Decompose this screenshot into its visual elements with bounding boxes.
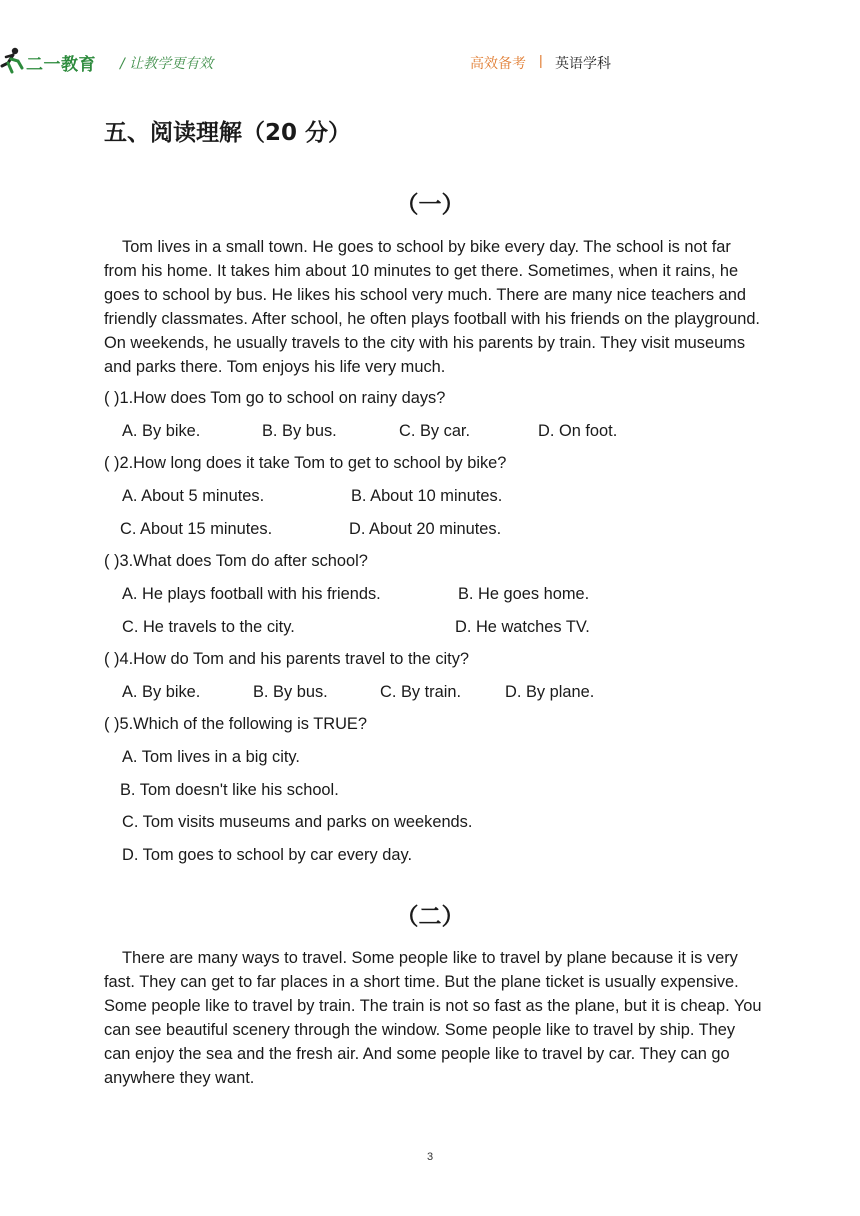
question-5-option-a: A. Tom lives in a big city. (122, 748, 300, 766)
question-5-stem: ( )5.Which of the following is TRUE? (104, 715, 367, 733)
section-title: 五、阅读理解（20 分） (104, 120, 352, 146)
question-2-option-a: A. About 5 minutes. (122, 487, 265, 505)
header-slogan: / 让教学更有效 (120, 56, 214, 72)
question-3-option-a: A. He plays football with his friends. (122, 585, 381, 603)
runner-logo-icon (0, 46, 26, 76)
question-1-stem: ( )1.How does Tom go to school on rainy days? (104, 389, 446, 407)
question-1-option-b: B. By bus. (262, 422, 337, 440)
question-3-option-c: C. He travels to the city. (122, 618, 295, 636)
question-4-option-d: D. By plane. (505, 683, 595, 701)
question-4-option-b: B. By bus. (253, 683, 328, 701)
part1-title: （一） (395, 192, 465, 218)
part2-passage: There are many ways to travel. Some people like to travel by plane because it is very fast. They can get to far places in a short time. But the plane ticket is usually expensive. Some people like to travel by train. The train is not so fast as the plane, but it is cheap. You can see beautiful scenery through the window. Some people like to travel by ship. They can enjoy the sea and the fresh air. And some people like to travel by car. They can go anywhere they want. (104, 949, 762, 1087)
question-3-option-d: D. He watches TV. (455, 618, 590, 636)
question-3-stem: ( )3.What does Tom do after school? (104, 552, 368, 570)
header-prep-label: 高效备考 (470, 56, 526, 72)
question-4-stem: ( )4.How do Tom and his parents travel to the city? (104, 650, 470, 668)
question-4-option-c: C. By train. (380, 683, 462, 701)
question-4-option-a: A. By bike. (122, 683, 201, 701)
question-3-option-b: B. He goes home. (458, 585, 590, 603)
brand-logo (0, 44, 100, 78)
question-1-option-c: C. By car. (399, 422, 471, 440)
question-2-option-c: C. About 15 minutes. (120, 520, 273, 538)
header-subject: 英语学科 (555, 56, 611, 72)
question-2-stem: ( )2.How long does it take Tom to get to school by bike? (104, 454, 507, 472)
question-5-option-d: D. Tom goes to school by car every day. (122, 846, 413, 864)
question-5-option-c: C. Tom visits museums and parks on weekends. (122, 813, 473, 831)
question-5-option-b: B. Tom doesn't like his school. (120, 781, 339, 799)
page-number: 3 (426, 1151, 434, 1163)
question-1-option-d: D. On foot. (538, 422, 618, 440)
logo-text: 二一教育 (26, 55, 96, 75)
question-2-option-d: D. About 20 minutes. (349, 520, 502, 538)
part2-title: （二） (395, 904, 465, 930)
header-separator: | (539, 52, 543, 68)
question-2-option-b: B. About 10 minutes. (351, 487, 503, 505)
question-1-option-a: A. By bike. (122, 422, 201, 440)
part1-passage: Tom lives in a small town. He goes to school by bike every day. The school is not far from his home. It takes him about 10 minutes to get there. Sometimes, when it rains, he goes to school by bus. He likes his school very much. There are many nice teachers and friendly classmates. After school, he often plays football with his friends on the playground. On weekends, he usually travels to the city with his parents by train. They visit museums and parks there. Tom enjoys his life very much. (104, 238, 760, 376)
